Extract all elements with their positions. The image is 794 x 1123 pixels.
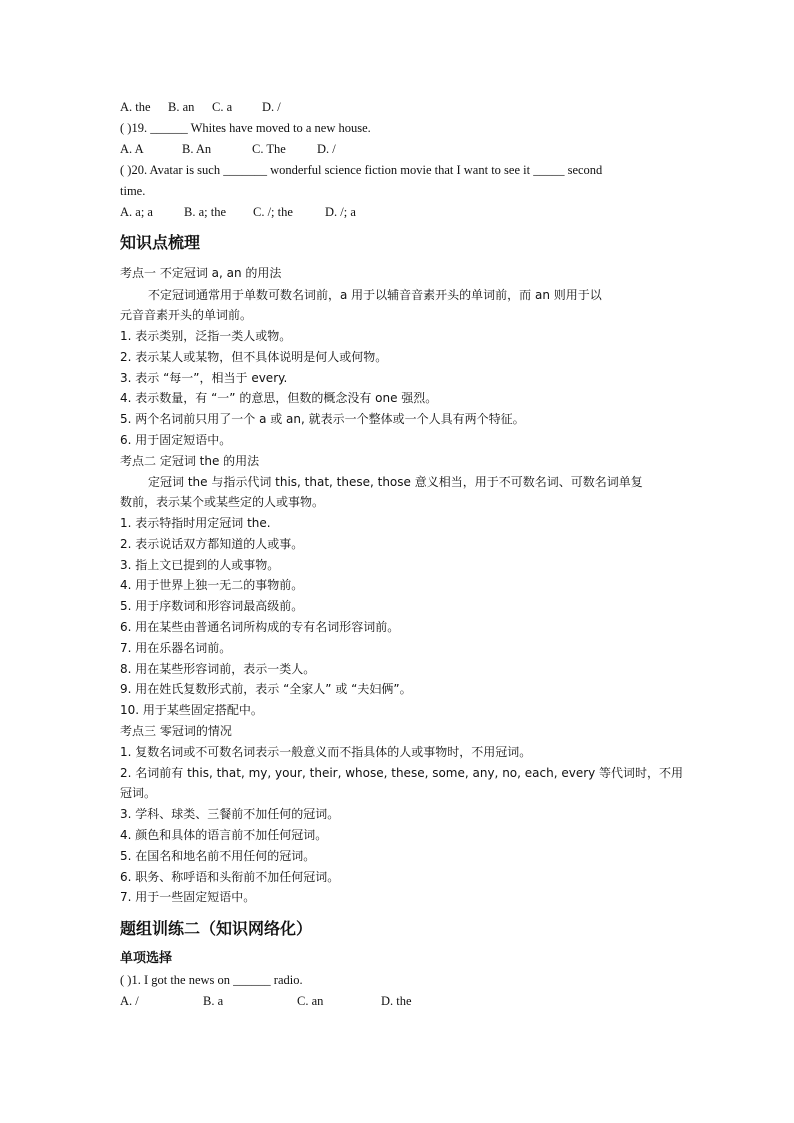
kp3-item-3: 3. 学科、球类、三餐前不加任何的冠词。 xyxy=(120,807,340,821)
options-row-q18 xyxy=(120,99,281,115)
kp2-item-6: 6. 用在某些由普通名词所构成的专有名词形容词前。 xyxy=(120,620,400,634)
kp3-heading: 考点三 零冠词的情况 xyxy=(120,724,232,738)
kp3-item-4: 4. 颜色和具体的语言前不加任何冠词。 xyxy=(120,828,328,842)
kp2-item-9: 9. 用在姓氏复数形式前，表示 “全家人” 或 “夫妇俩”。 xyxy=(120,682,412,696)
option-b: B. a xyxy=(203,994,224,1008)
kp2-item-2: 2. 表示说话双方都知道的人或事。 xyxy=(120,537,304,551)
option-a: A. A xyxy=(120,142,144,156)
option-a: A. the xyxy=(120,100,151,114)
option-b: B. an xyxy=(168,100,195,114)
section-title-knowledge: 知识点梳理 xyxy=(120,233,201,252)
kp1-item-1: 1. 表示类别，泛指一类人或物。 xyxy=(120,329,292,343)
kp1-intro-line2: 元音音素开头的单词前。 xyxy=(120,308,253,322)
option-a: A. a; a xyxy=(120,205,153,219)
options-row-q20 xyxy=(120,204,356,220)
option-d: D. / xyxy=(262,100,281,114)
option-d: D. / xyxy=(317,142,336,156)
kp3-item-2-cont: 冠词。 xyxy=(120,786,157,800)
kp2-intro-line2: 数前，表示某个或某些定的人或事物。 xyxy=(120,495,325,509)
kp1-item-2: 2. 表示某人或某物，但不具体说明是何人或何物。 xyxy=(120,350,388,364)
question-1-stem: ( )1. I got the news on ______ radio. xyxy=(120,973,303,987)
question-20-stem: ( )20. Avatar is such _______ wonderful science fiction movie that I want to see it _____ second xyxy=(120,163,603,177)
option-b: B. a; the xyxy=(184,205,227,219)
kp2-item-5: 5. 用于序数词和形容词最高级前。 xyxy=(120,599,304,613)
option-d: D. /; a xyxy=(325,205,356,219)
kp1-item-5: 5. 两个名词前只用了一个 a 或 an, 就表示一个整体或一个人具有两个特征。 xyxy=(120,412,525,426)
kp3-item-1: 1. 复数名词或不可数名词表示一般意义而不指具体的人或事物时，不用冠词。 xyxy=(120,745,532,759)
kp2-item-1: 1. 表示特指时用定冠词 the. xyxy=(120,516,271,530)
kp1-intro-line1: 不定冠词通常用于单数可数名词前，a 用于以辅音音素开头的单词前，而 an 则用于以 xyxy=(148,288,602,302)
question-20-stem-cont: time. xyxy=(120,184,146,198)
option-b: B. An xyxy=(182,142,212,156)
section-title-practice: 题组训练二（知识网络化） xyxy=(120,919,313,938)
options-row-q1 xyxy=(120,993,412,1009)
kp2-item-10: 10. 用于某些固定搭配中。 xyxy=(120,703,263,717)
kp3-item-7: 7. 用于一些固定短语中。 xyxy=(120,890,256,904)
subsection-single-choice: 单项选择 xyxy=(120,951,173,966)
kp1-item-4: 4. 表示数量，有 “一” 的意思，但数的概念没有 one 强烈。 xyxy=(120,391,438,405)
kp3-item-6: 6. 职务、称呼语和头衔前不加任何冠词。 xyxy=(120,870,340,884)
option-a: A. / xyxy=(120,994,139,1008)
kp1-item-6: 6. 用于固定短语中。 xyxy=(120,433,232,447)
kp1-heading: 考点一 不定冠词 a, an 的用法 xyxy=(120,266,282,280)
kp2-item-4: 4. 用于世界上独一无二的事物前。 xyxy=(120,578,304,592)
option-c: C. an xyxy=(297,994,324,1008)
kp2-heading: 考点二 定冠词 the 的用法 xyxy=(120,454,260,468)
kp2-intro-line1: 定冠词 the 与指示代词 this, that, these, those 意义相当，用于不可数名词、可数名词单复 xyxy=(148,475,643,489)
kp1-item-3: 3. 表示 “每一”，相当于 every. xyxy=(120,371,288,385)
kp2-item-3: 3. 指上文已提到的人或事物。 xyxy=(120,558,280,572)
kp3-item-2: 2. 名词前有 this, that, my, your, their, whose, these, some, any, no, each, every 等代词时，不用 xyxy=(120,766,684,780)
option-d: D. the xyxy=(381,994,412,1008)
kp3-item-5: 5. 在国名和地名前不用任何的冠词。 xyxy=(120,849,316,863)
option-c: C. /; the xyxy=(253,205,293,219)
kp2-item-8: 8. 用在某些形容词前，表示一类人。 xyxy=(120,662,316,676)
option-c: C. a xyxy=(212,100,233,114)
question-19-stem: ( )19. ______ Whites have moved to a new house. xyxy=(120,121,371,135)
options-row-q19 xyxy=(120,141,336,157)
option-c: C. The xyxy=(252,142,286,156)
kp2-item-7: 7. 用在乐器名词前。 xyxy=(120,641,232,655)
